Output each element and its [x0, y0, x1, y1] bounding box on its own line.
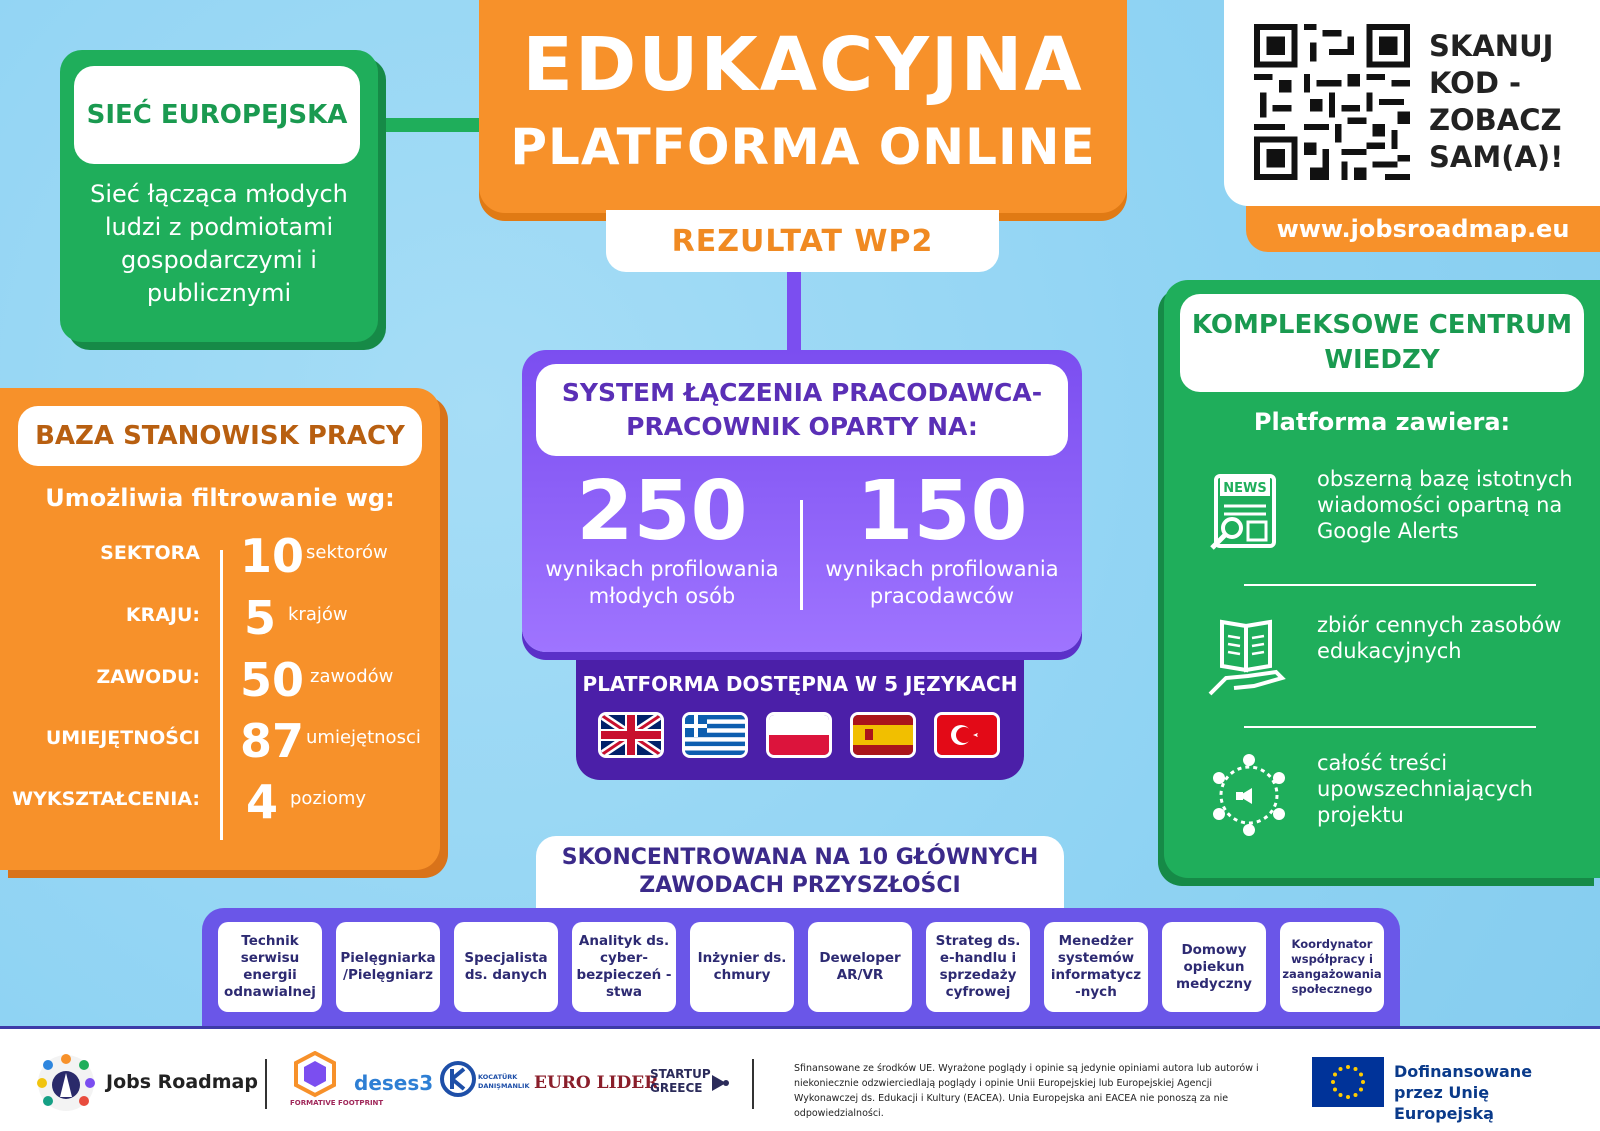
footer-separator	[752, 1059, 754, 1109]
stat-value: 250	[576, 464, 748, 559]
filter-value: 10	[240, 529, 305, 583]
uk-flag-icon[interactable]	[598, 712, 664, 758]
footer	[0, 1026, 1600, 1131]
stat-value: 150	[856, 464, 1028, 559]
filter-row	[0, 590, 440, 646]
filter-row	[0, 652, 440, 708]
professions-title: SKONCENTROWANA NA 10 GŁÓWNYCH ZAWODACH PRZYSZŁOŚCI	[536, 836, 1064, 908]
filter-row	[0, 713, 440, 769]
profession-card: Specjalista ds. danych	[454, 922, 558, 1012]
languages-card	[576, 660, 1024, 780]
stat-label: wynikach profilowania młodych osób	[545, 557, 779, 608]
network-people-icon	[1204, 750, 1294, 840]
languages-title: PLATFORMA DOSTĘPNA W 5 JĘZYKACH	[582, 672, 1018, 696]
knowledge-item-text: zbiór cennych zasobów edukacyjnych	[1317, 613, 1562, 663]
filter-value: 50	[240, 653, 305, 707]
knowledge-card	[1164, 280, 1600, 878]
stat-divider	[800, 500, 803, 610]
profession-card: Domowy opiekun medyczny	[1162, 922, 1266, 1012]
title-banner	[479, 0, 1127, 213]
filter-unit: zawodów	[310, 666, 394, 687]
stat-young	[532, 464, 792, 610]
kocaturk-logo-icon	[440, 1059, 476, 1099]
filter-unit: umiejętnosci	[306, 727, 421, 748]
eu-flag-icon	[1312, 1057, 1384, 1107]
jobs-base-subtitle: Umożliwia filtrowanie wg:	[45, 484, 395, 512]
profession-card: Deweloper AR/VR	[808, 922, 912, 1012]
knowledge-subtitle: Platforma zawiera:	[1253, 408, 1511, 436]
svg-text:NEWS: NEWS	[1223, 481, 1267, 496]
qr-card	[1224, 0, 1600, 206]
book-hand-icon	[1204, 612, 1294, 702]
knowledge-title: KOMPLEKSOWE CENTRUM WIEDZY	[1180, 294, 1584, 392]
formative-footprint-logo-icon	[292, 1051, 338, 1099]
filter-row	[0, 528, 440, 584]
partner-name: EURO LIDER	[534, 1073, 659, 1093]
network-description: Sieć łącząca młodych ludzi z podmiotami gospodarczymi i publicznymi	[90, 180, 348, 307]
knowledge-separator	[1244, 584, 1536, 586]
startup-greece-arrow-icon	[708, 1071, 732, 1095]
qr-code-icon[interactable]	[1254, 24, 1410, 180]
partner-name: STARTUP GREECE	[650, 1067, 711, 1095]
filter-label: KRAJU:	[125, 604, 200, 626]
filter-unit: sektorów	[306, 542, 388, 563]
filter-row	[0, 774, 440, 830]
turkey-flag-icon[interactable]	[934, 712, 1000, 758]
footer-separator	[265, 1059, 267, 1109]
poland-flag-icon[interactable]	[766, 712, 832, 758]
profession-card: Menedżer systemów informatycz -nych	[1044, 922, 1148, 1012]
filter-label: SEKTORA	[100, 542, 200, 564]
profession-card: Inżynier ds. chmury	[690, 922, 794, 1012]
greece-flag-icon[interactable]	[682, 712, 748, 758]
profession-card: Strateg ds. e-handlu i sprzedaży cyfrowej	[926, 922, 1030, 1012]
jobs-roadmap-logo-icon	[36, 1053, 96, 1113]
filter-label: UMIEJĘTNOŚCI	[45, 727, 200, 749]
jobs-base-title: BAZA STANOWISK PRACY	[18, 406, 422, 466]
partner-name: KOCATÜRK DANIŞMANLIK	[478, 1073, 530, 1090]
news-icon	[1204, 466, 1294, 556]
qr-instruction: SKANUJ KOD - ZOBACZ SAM(A)!	[1429, 29, 1564, 174]
knowledge-item-text: obszerną bazę istotnych wiadomości opartną na Google Alerts	[1317, 467, 1573, 543]
filter-unit: krajów	[288, 604, 348, 625]
filter-label: WYKSZTAŁCENIA:	[12, 788, 200, 810]
filter-value: 4	[246, 775, 279, 829]
disclaimer-text: Sfinansowane ze środków UE. Wyrażone poglądy i opinie są jedynie opiniami autora lub autorów i niekoniecznie odzwierciedlają poglądy i opinie Unii Europejskiej lub Europejskiej Agencji Wykonawczej ds. Edukacji i Kultury (EACEA). Unia Europejska ani EACEA nie ponoszą za nie odpowiedzialności.	[794, 1063, 1259, 1119]
profession-card: Koordynator współpracy i zaangażowania społecznego	[1280, 922, 1384, 1012]
professions-bar	[202, 908, 1400, 1026]
filter-unit: poziomy	[290, 788, 367, 809]
page-title-line1: EDUKACYJNA	[522, 22, 1084, 108]
network-title: SIEĆ EUROPEJSKA	[74, 66, 360, 164]
connector-green	[370, 118, 480, 132]
page-title-line2: PLATFORMA ONLINE	[510, 118, 1096, 176]
brand-name: Jobs Roadmap	[106, 1071, 258, 1093]
result-label: REZULTAT WP2	[606, 210, 999, 272]
filter-value: 5	[244, 591, 277, 645]
website-link[interactable]: www.jobsroadmap.eu	[1246, 206, 1600, 252]
knowledge-separator	[1244, 726, 1536, 728]
partner-name: FORMATIVE FOOTPRINT	[290, 1099, 384, 1107]
spain-flag-icon[interactable]	[850, 712, 916, 758]
stat-label: wynikach profilowania pracodawców	[825, 557, 1059, 608]
filter-value: 87	[240, 714, 305, 768]
eu-funding-text: Dofinansowane przez Unię Europejską	[1394, 1062, 1533, 1123]
partner-name: deses3	[354, 1071, 434, 1095]
matching-card	[522, 350, 1082, 652]
stat-employers	[812, 464, 1072, 610]
network-card	[60, 50, 378, 342]
filter-label: ZAWODU:	[96, 666, 200, 688]
jobs-base-card	[0, 388, 440, 870]
matching-title: SYSTEM ŁĄCZENIA PRACODAWCA-PRACOWNIK OPARTY NA:	[536, 364, 1068, 456]
profession-card: Pielęgniarka /Pielęgniarz	[336, 922, 440, 1012]
connector-purple	[787, 270, 801, 354]
profession-card: Analityk ds. cyber-bezpieczeń -stwa	[572, 922, 676, 1012]
knowledge-item-text: całość treści upowszechniających projektu	[1317, 751, 1533, 827]
profession-card: Technik serwisu energii odnawialnej	[218, 922, 322, 1012]
